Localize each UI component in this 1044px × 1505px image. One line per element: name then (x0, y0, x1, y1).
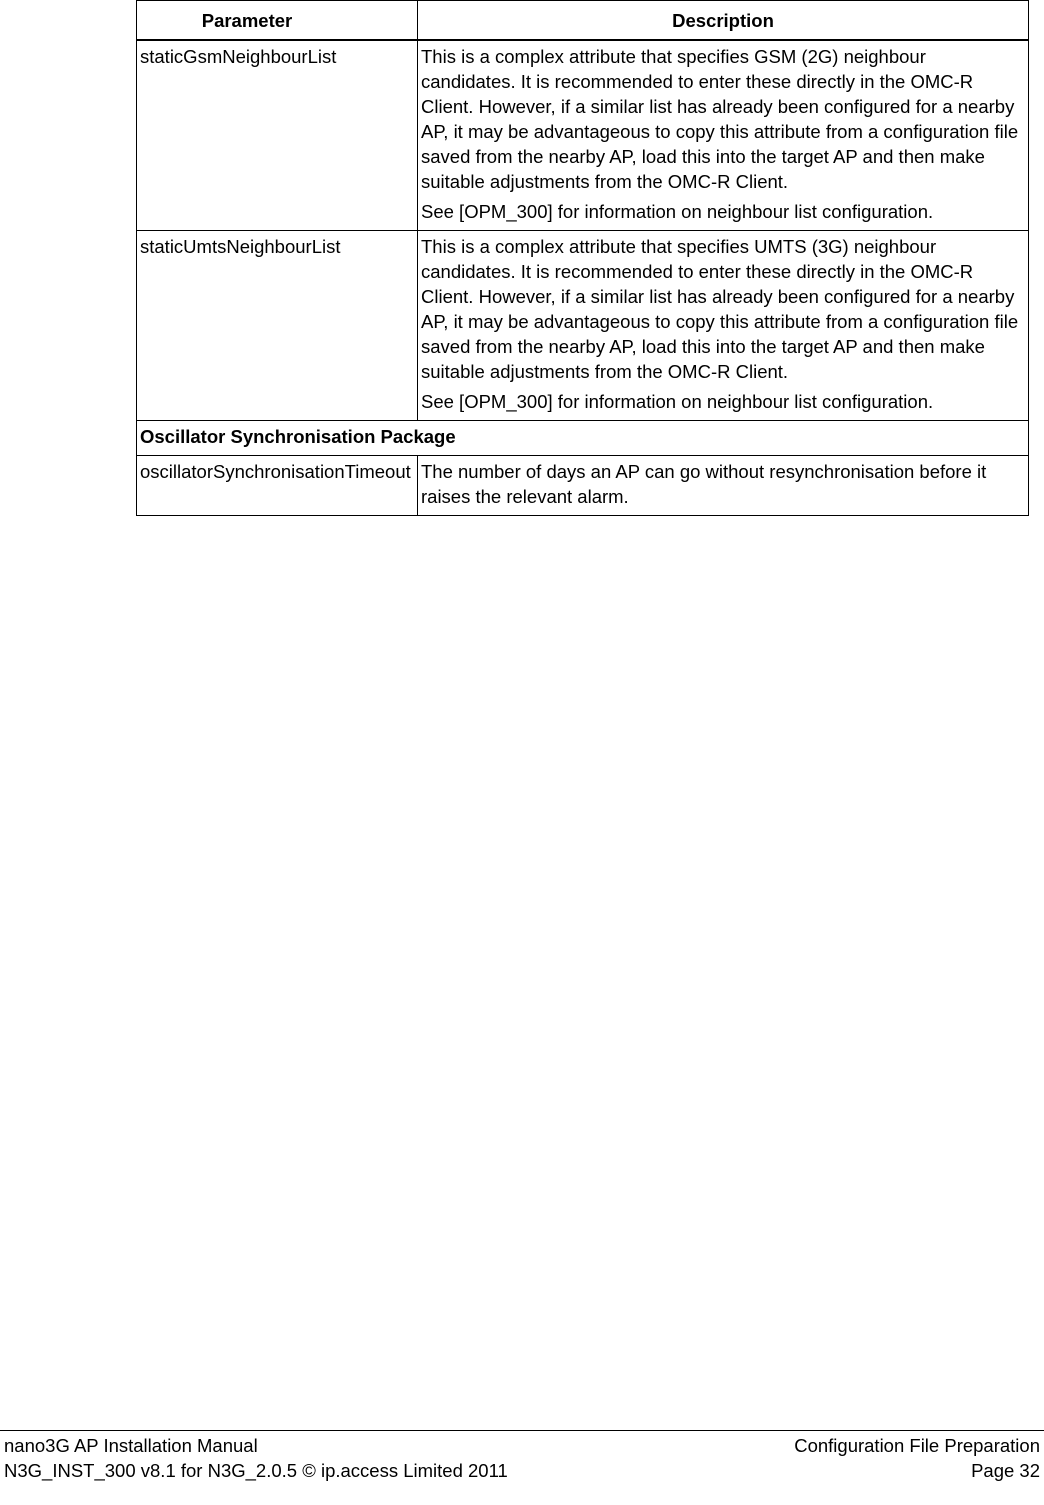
table-row (137, 40, 1029, 231)
footer-row-top (4, 1433, 1040, 1458)
section-title: Oscillator Synchronisation Package (137, 421, 1029, 456)
manual-title: nano3G AP Installation Manual (4, 1435, 258, 1456)
parameter-name: staticGsmNeighbourList (137, 40, 418, 231)
parameter-description (418, 231, 1029, 421)
table-row (137, 231, 1029, 421)
parameter-name: staticUmtsNeighbourList (137, 231, 418, 421)
description-paragraph: See [OPM_300] for information on neighbour list configuration. (421, 391, 934, 412)
parameter-table (136, 0, 1029, 516)
chapter-title: Configuration File Preparation (794, 1435, 1040, 1456)
description-paragraph: This is a complex attribute that specifies UMTS (3G) neighbour candidates. It is recommended to enter these directly in the OMC-R Client. However, if a similar list has already been configured for a nearby AP, it may be advantageous to copy this attribute from a configuration file saved from the nearby AP, load this into the target AP and then make suitable adjustments from the OMC-R Client. (421, 236, 1019, 382)
document-reference: N3G_INST_300 v8.1 for N3G_2.0.5 © ip.access Limited 2011 (4, 1460, 508, 1481)
parameter-description (418, 456, 1029, 516)
parameter-column-header: Parameter (137, 1, 418, 41)
parameter-description (418, 40, 1029, 231)
description-paragraph: This is a complex attribute that specifies GSM (2G) neighbour candidates. It is recommended to enter these directly in the OMC-R Client. However, if a similar list has already been configured for a nearby AP, it may be advantageous to copy this attribute from a configuration file saved from the nearby AP, load this into the target AP and then make suitable adjustments from the OMC-R Client. (421, 46, 1019, 192)
description-column-header: Description (418, 1, 1029, 41)
page-number: Page 32 (971, 1460, 1040, 1481)
page-footer (0, 1430, 1044, 1505)
description-paragraph: See [OPM_300] for information on neighbour list configuration. (421, 201, 934, 222)
table-row (137, 456, 1029, 516)
table-header-row (137, 1, 1029, 41)
section-header-row (137, 421, 1029, 456)
parameter-name: oscillatorSynchronisationTimeout (137, 456, 418, 516)
footer-row-bottom (4, 1458, 1040, 1483)
description-paragraph: The number of days an AP can go without resynchronisation before it raises the relevant alarm. (421, 461, 987, 507)
